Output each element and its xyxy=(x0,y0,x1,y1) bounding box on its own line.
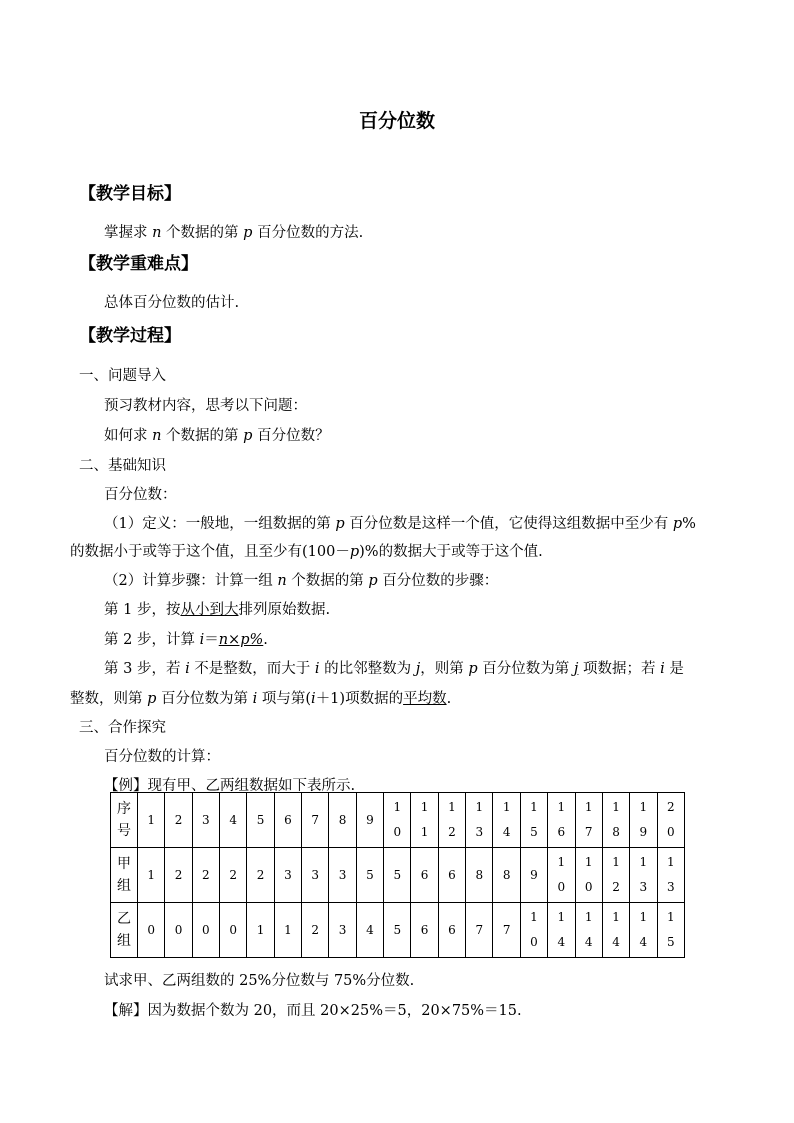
cell-digit: 3 xyxy=(338,922,347,937)
cell-digit: 4 xyxy=(502,825,511,839)
cell-digit: 4 xyxy=(557,935,566,949)
table-cell xyxy=(220,903,247,958)
cell-digit: 3 xyxy=(475,825,484,839)
table-cell xyxy=(384,848,411,903)
table-row-row-group-jia xyxy=(111,848,685,903)
cell-digit: 4 xyxy=(366,922,374,937)
table-row-header xyxy=(111,848,138,903)
cell-digit: 1 xyxy=(530,800,538,814)
cell-digit: 8 xyxy=(338,812,347,827)
table-cell xyxy=(411,793,438,848)
goal-text: 掌握求 n 个数据的第 p 百分位数的方法. xyxy=(104,225,364,241)
table-cell xyxy=(165,848,192,903)
cell-digit: 6 xyxy=(420,922,429,937)
cell-digit: 5 xyxy=(366,867,374,882)
table-cell xyxy=(138,848,165,903)
cell-digit: 3 xyxy=(202,812,210,827)
cell-digit: 1 xyxy=(612,910,620,924)
table-cell xyxy=(274,793,301,848)
cell-digit: 5 xyxy=(393,922,402,937)
part3-line1: 百分位数的计算： xyxy=(104,749,220,765)
step-2: 第 2 步，计算 i＝n×p%. xyxy=(104,632,268,648)
table-row-row-group-yi xyxy=(111,903,685,958)
cell-digit: 5 xyxy=(530,825,538,839)
table-cell xyxy=(165,793,192,848)
data-table xyxy=(110,792,685,958)
solution-text: 【解】因为数据个数为 20，而且 20×25%＝5，20×75%＝15. xyxy=(104,1003,522,1019)
cell-digit: 3 xyxy=(338,867,347,882)
cell-digit: 2 xyxy=(612,880,620,894)
cell-digit: 2 xyxy=(666,800,675,814)
cell-digit: 2 xyxy=(256,867,265,882)
cell-digit: 0 xyxy=(393,825,402,839)
cell-digit: 4 xyxy=(639,935,648,949)
table-cell xyxy=(548,903,575,958)
table-cell xyxy=(192,793,219,848)
cell-digit: 6 xyxy=(284,812,292,827)
key-text: 总体百分位数的估计. xyxy=(104,295,240,311)
part1-line1: 预习教材内容，思考以下问题： xyxy=(104,398,307,414)
table-cell xyxy=(548,793,575,848)
table-cell xyxy=(657,903,684,958)
cell-digit: 4 xyxy=(584,935,593,949)
table-cell xyxy=(466,793,493,848)
table-cell xyxy=(247,848,274,903)
cell-digit: 0 xyxy=(584,880,593,894)
table-cell xyxy=(466,903,493,958)
cell-digit: 6 xyxy=(448,922,456,937)
cell-digit: 9 xyxy=(530,867,538,882)
cell-digit: 6 xyxy=(448,867,456,882)
header-char: 组 xyxy=(117,878,131,894)
table-cell xyxy=(602,793,629,848)
part3-heading: 三、合作探究 xyxy=(79,720,166,736)
cell-digit: 2 xyxy=(202,867,210,882)
table-cell xyxy=(657,848,684,903)
table-cell xyxy=(630,903,657,958)
header-char: 号 xyxy=(117,823,131,839)
cell-digit: 1 xyxy=(557,910,566,924)
header-char: 组 xyxy=(117,933,131,949)
cell-digit: 1 xyxy=(639,800,648,814)
table-cell xyxy=(302,793,329,848)
table-cell xyxy=(411,903,438,958)
step-3-line-b: 整数，则第 p 百分位数为第 i 项与第(i＋1)项数据的平均数. xyxy=(70,691,452,707)
header-char: 序 xyxy=(117,801,131,817)
table-cell xyxy=(220,793,247,848)
step-1: 第 1 步，按从小到大排列原始数据. xyxy=(104,602,331,618)
table-cell xyxy=(247,793,274,848)
cell-digit: 1 xyxy=(612,800,620,814)
cell-digit: 0 xyxy=(174,922,183,937)
cell-digit: 7 xyxy=(584,825,593,839)
table-cell xyxy=(575,848,602,903)
cell-digit: 5 xyxy=(256,812,265,827)
cell-digit: 6 xyxy=(420,867,429,882)
table-cell xyxy=(356,793,383,848)
definition-line-a: （1）定义：一般地，一组数据的第 p 百分位数是这样一个值，它使得这组数据中至少有 p% xyxy=(104,516,696,532)
table-cell xyxy=(356,903,383,958)
section-key-heading: 【教学重难点】 xyxy=(79,254,198,274)
cell-digit: 9 xyxy=(366,812,374,827)
table-cell xyxy=(138,793,165,848)
table-cell xyxy=(329,903,356,958)
table-cell xyxy=(493,793,520,848)
table-cell xyxy=(520,903,547,958)
cell-digit: 3 xyxy=(311,867,320,882)
cell-digit: 2 xyxy=(174,812,183,827)
cell-digit: 1 xyxy=(666,910,675,924)
table-cell xyxy=(493,903,520,958)
part2-line1: 百分位数： xyxy=(104,487,177,503)
table-cell xyxy=(438,903,465,958)
cell-digit: 1 xyxy=(448,800,456,814)
table-cell xyxy=(165,903,192,958)
cell-digit: 5 xyxy=(393,867,402,882)
table-cell xyxy=(411,848,438,903)
cell-digit: 1 xyxy=(147,812,155,827)
steps-intro: （2）计算步骤：计算一组 n 个数据的第 p 百分位数的步骤： xyxy=(104,573,499,589)
cell-digit: 1 xyxy=(584,910,593,924)
cell-digit: 1 xyxy=(557,855,566,869)
part2-heading: 二、基础知识 xyxy=(79,458,166,474)
cell-digit: 1 xyxy=(420,800,429,814)
table-row-row-index xyxy=(111,793,685,848)
table-cell xyxy=(575,793,602,848)
cell-digit: 0 xyxy=(530,935,538,949)
header-char: 甲 xyxy=(117,856,131,872)
table-cell xyxy=(356,848,383,903)
table-cell xyxy=(630,793,657,848)
cell-digit: 1 xyxy=(666,855,675,869)
table-cell xyxy=(493,848,520,903)
cell-digit: 1 xyxy=(475,800,484,814)
cell-digit: 4 xyxy=(229,812,238,827)
cell-digit: 2 xyxy=(448,825,456,839)
table-cell xyxy=(220,848,247,903)
cell-digit: 0 xyxy=(557,880,566,894)
table-cell xyxy=(138,903,165,958)
cell-digit: 1 xyxy=(147,867,155,882)
table-cell xyxy=(384,903,411,958)
part1-line2: 如何求 n 个数据的第 p 百分位数？ xyxy=(104,428,330,444)
cell-digit: 4 xyxy=(612,935,620,949)
table-cell xyxy=(274,903,301,958)
cell-digit: 1 xyxy=(612,855,620,869)
table-cell xyxy=(630,848,657,903)
table-cell xyxy=(466,848,493,903)
cell-digit: 0 xyxy=(229,922,238,937)
question-text: 试求甲、乙两组数的 25%分位数与 75%分位数. xyxy=(104,973,415,989)
cell-digit: 1 xyxy=(284,922,292,937)
cell-digit: 8 xyxy=(612,825,620,839)
header-char: 乙 xyxy=(117,911,131,927)
definition-line-b: 的数据小于或等于这个值，且至少有(100－p)%的数据大于或等于这个值. xyxy=(70,544,543,560)
cell-digit: 8 xyxy=(502,867,511,882)
cell-digit: 6 xyxy=(557,825,566,839)
section-process-heading: 【教学过程】 xyxy=(79,326,181,346)
cell-digit: 3 xyxy=(284,867,292,882)
cell-digit: 7 xyxy=(311,812,320,827)
cell-digit: 0 xyxy=(666,825,675,839)
part1-heading: 一、问题导入 xyxy=(79,368,166,384)
cell-digit: 1 xyxy=(639,855,648,869)
cell-digit: 1 xyxy=(639,910,648,924)
table-cell xyxy=(520,848,547,903)
page-title: 百分位数 xyxy=(358,110,435,132)
table-cell xyxy=(438,793,465,848)
cell-digit: 0 xyxy=(147,922,155,937)
cell-digit: 1 xyxy=(502,800,511,814)
example-statement: 【例】现有甲、乙两组数据如下表所示. xyxy=(104,778,356,794)
table-cell xyxy=(274,848,301,903)
table-cell xyxy=(575,903,602,958)
cell-digit: 3 xyxy=(639,880,648,894)
cell-digit: 7 xyxy=(502,922,511,937)
table-cell xyxy=(657,793,684,848)
table-cell xyxy=(247,903,274,958)
table-cell xyxy=(548,848,575,903)
table-cell xyxy=(438,848,465,903)
section-goal-heading: 【教学目标】 xyxy=(79,184,181,204)
cell-digit: 1 xyxy=(393,800,402,814)
cell-digit: 1 xyxy=(256,922,265,937)
cell-digit: 2 xyxy=(229,867,238,882)
table-cell xyxy=(302,848,329,903)
table-row-header xyxy=(111,793,138,848)
cell-digit: 9 xyxy=(639,825,648,839)
cell-digit: 7 xyxy=(475,922,484,937)
table-cell xyxy=(329,848,356,903)
table-cell xyxy=(602,903,629,958)
step-3-line-a: 第 3 步，若 i 不是整数，而大于 i 的比邻整数为 j，则第 p 百分位数为第 j 项数据；若 i 是 xyxy=(104,661,684,677)
cell-digit: 2 xyxy=(311,922,320,937)
cell-digit: 1 xyxy=(557,800,566,814)
cell-digit: 8 xyxy=(475,867,484,882)
cell-digit: 1 xyxy=(584,855,593,869)
table-cell xyxy=(302,903,329,958)
table-cell xyxy=(602,848,629,903)
cell-digit: 3 xyxy=(666,880,675,894)
table-cell xyxy=(384,793,411,848)
cell-digit: 1 xyxy=(420,825,429,839)
table-row-header xyxy=(111,903,138,958)
cell-digit: 0 xyxy=(202,922,210,937)
cell-digit: 1 xyxy=(584,800,593,814)
table-cell xyxy=(520,793,547,848)
cell-digit: 1 xyxy=(530,910,538,924)
cell-digit: 5 xyxy=(666,935,675,949)
cell-digit: 2 xyxy=(174,867,183,882)
table-cell xyxy=(192,848,219,903)
table-cell xyxy=(192,903,219,958)
table-cell xyxy=(329,793,356,848)
